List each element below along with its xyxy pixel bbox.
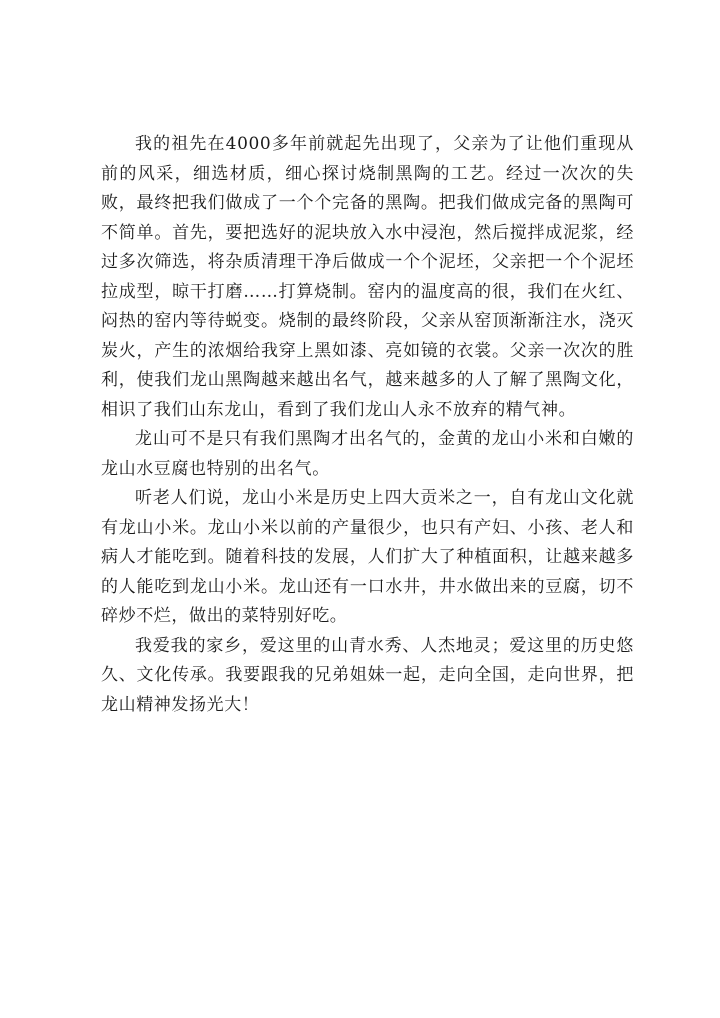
paragraph-longshan-millet: 听老人们说，龙山小米是历史上四大贡米之一，自有龙山文化就有龙山小米。龙山小米以前的产量很少，也只有产妇、小孩、老人和病人才能吃到。随着科技的发展，人们扩大了种植面积，让越来越多的人能吃到龙山小米。龙山还有一口水井，井水做出来的豆腐，切不碎炒不烂，做出的菜特别好吃。 [101,488,634,626]
paragraph-love-hometown: 我爱我的家乡，爱这里的山青水秀、人杰地灵；爱这里的历史悠久、文化传承。我要跟我的兄弟姐妹一起，走向全国，走向世界，把龙山精神发扬光大！ [101,635,634,715]
paragraph-ancestors: 我的祖先在4000多年前就起先出现了，父亲为了让他们重现从前的风采，细选材质，细心探讨烧制黑陶的工艺。经过一次次的失败，最终把我们做成了一个个完备的黑陶。把我们做成完备的黑陶可不简单。首先，要把选好的泥块放入水中浸泡，然后搅拌成泥浆，经过多次筛选，将杂质清理干净后做成一个个泥坯，父亲把一个个泥坯拉成型，晾干打磨……打算烧制。窑内的温度高的很，我们在火红、闷热的窑内等待蜕变。烧制的最终阶段，父亲从窑顶渐渐注水，浇灭炭火，产生的浓烟给我穿上黑如漆、亮如镜的衣裳。父亲一次次的胜利，使我们龙山黑陶越来越出名气，越来越多的人了解了黑陶文化，相识了我们山东龙山，看到了我们龙山人永不放弃的精气神。 [101,134,634,420]
paragraph-famous-products: 龙山可不是只有我们黑陶才出名气的，金黄的龙山小米和白嫩的龙山水豆腐也特别的出名气。 [101,429,634,479]
